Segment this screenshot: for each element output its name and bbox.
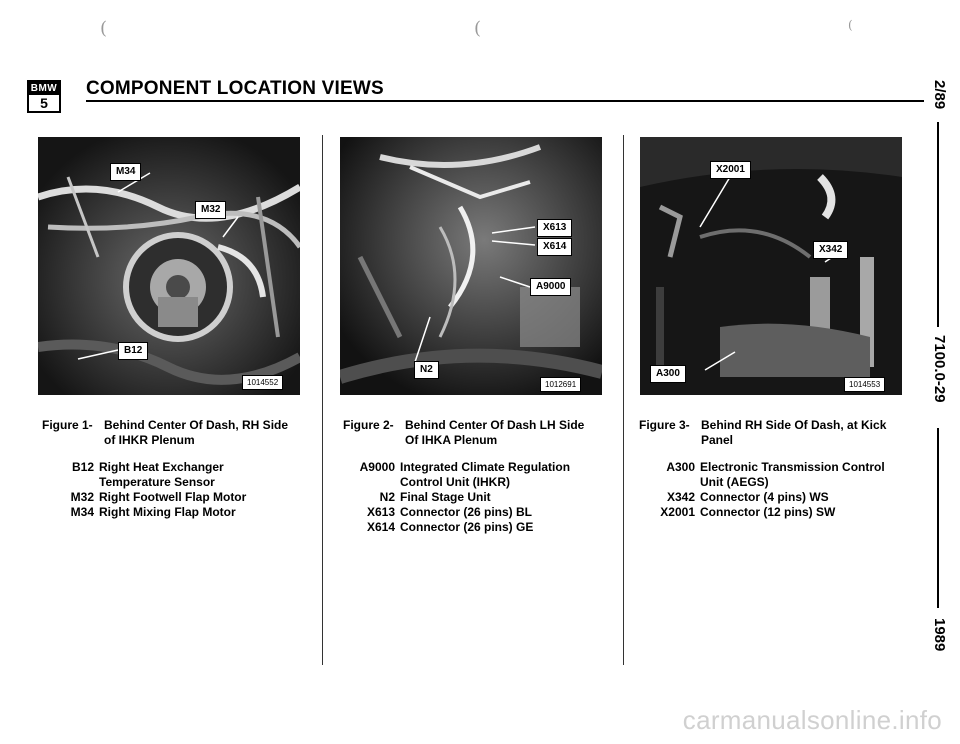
photo-id: 1014552 (242, 375, 283, 390)
caption-line: Behind Center Of Dash, RH Side (104, 418, 289, 432)
legend-desc: Connector (4 pins) WS (700, 490, 829, 504)
margin-doc-number: 7100.0-29 (931, 335, 948, 403)
legend-code: N2 (379, 490, 395, 504)
column-divider (623, 135, 624, 665)
figure-number: Figure 1- (42, 418, 93, 432)
legend-row (342, 490, 570, 505)
callout-x342: X342 (813, 241, 848, 259)
legend-code: X614 (366, 520, 395, 534)
legend-row (644, 460, 885, 490)
legend-desc: Right Heat Exchanger Temperature Sensor (99, 460, 224, 489)
legend-code: X613 (366, 505, 395, 519)
watermark: carmanualsonline.info (682, 705, 942, 735)
margin-year: 1989 (931, 618, 948, 652)
callout-n2: N2 (414, 361, 439, 379)
legend-code: X342 (666, 490, 695, 504)
legend-row (342, 505, 570, 520)
callout-b12: B12 (118, 342, 148, 360)
legend-desc: Connector (26 pins) BL (400, 505, 533, 519)
logo-series: 5 (40, 95, 48, 111)
caption-line: Of IHKA Plenum (405, 433, 498, 447)
scan-mark: ( (474, 18, 482, 39)
callout-x614: X614 (537, 238, 572, 256)
legend-desc: Integrated Climate Regulation Control Unit (IHKR) (400, 460, 571, 489)
photo-id: 1014553 (844, 377, 885, 392)
figure-3-legend (644, 460, 885, 520)
legend-code: B12 (71, 460, 94, 474)
bmw-5-logo (27, 80, 61, 113)
logo-brand: BMW (30, 83, 58, 94)
legend-desc: Connector (12 pins) SW (700, 505, 836, 519)
caption-line: Panel (701, 433, 734, 447)
figure-1-caption (42, 418, 288, 448)
legend-row (644, 490, 885, 505)
callout-m34: M34 (110, 163, 141, 181)
callout-x613: X613 (537, 219, 572, 237)
figure-number: Figure 2- (343, 418, 394, 432)
legend-row (644, 505, 885, 520)
callout-a9000: A9000 (530, 278, 571, 296)
legend-desc: Right Mixing Flap Motor (99, 505, 236, 519)
scan-mark: ( (848, 18, 853, 32)
legend-code: M34 (70, 505, 94, 519)
legend-code: A300 (666, 460, 695, 474)
legend-desc: Final Stage Unit (400, 490, 491, 504)
legend-desc: Connector (26 pins) GE (400, 520, 534, 534)
figure-2-legend (342, 460, 570, 535)
scan-mark: ( (100, 18, 108, 39)
figure-3-caption (639, 418, 886, 448)
legend-desc: Right Footwell Flap Motor (99, 490, 247, 504)
figure-1-legend (46, 460, 246, 520)
legend-row (46, 505, 246, 520)
caption-line: Behind Center Of Dash LH Side (405, 418, 585, 432)
figure-number: Figure 3- (639, 418, 690, 432)
caption-line: Behind RH Side Of Dash, at Kick (701, 418, 887, 432)
margin-date: 2/89 (931, 80, 948, 110)
figure-2-photo (340, 137, 602, 395)
figure-3-photo (640, 137, 902, 395)
figure-2-caption (343, 418, 584, 448)
legend-row (46, 460, 246, 490)
callout-m32: M32 (195, 201, 226, 219)
legend-code: A9000 (359, 460, 395, 474)
page-title: COMPONENT LOCATION VIEWS (86, 78, 384, 99)
legend-code: X2001 (660, 505, 695, 519)
margin-rule (937, 122, 939, 327)
legend-desc: Electronic Transmission Control Unit (AEGS) (700, 460, 885, 489)
margin-rule (937, 428, 939, 608)
legend-row (342, 460, 570, 490)
callout-x2001: X2001 (710, 161, 751, 179)
legend-row (46, 490, 246, 505)
caption-line: of IHKR Plenum (104, 433, 195, 447)
callout-a300: A300 (650, 365, 686, 383)
figure-1-photo (38, 137, 300, 395)
header-rule (86, 100, 924, 102)
column-divider (322, 135, 323, 665)
photo-id: 1012691 (540, 377, 581, 392)
legend-row (342, 520, 570, 535)
legend-code: M32 (70, 490, 94, 504)
